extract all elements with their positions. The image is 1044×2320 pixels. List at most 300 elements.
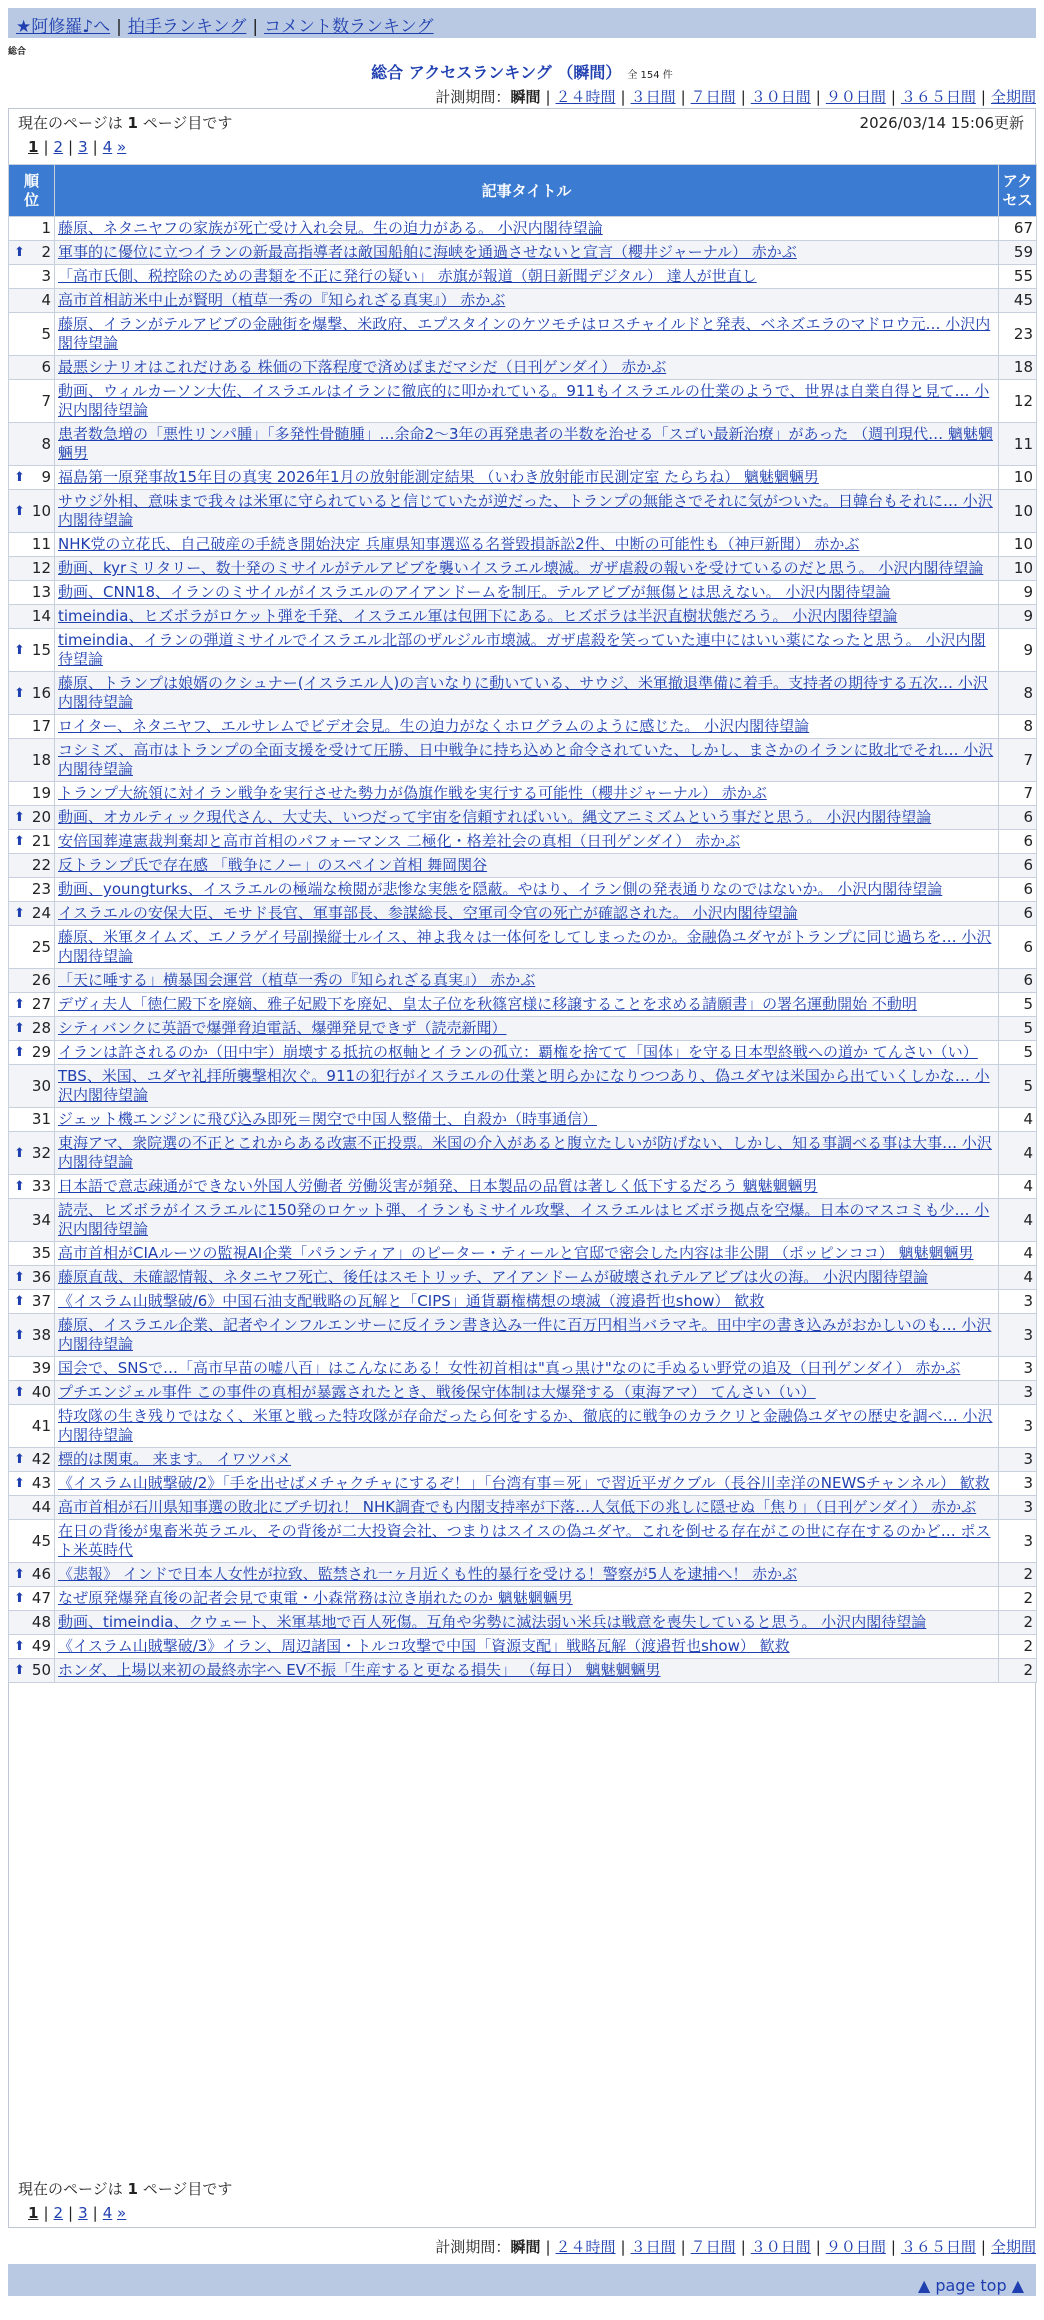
table-row (9, 313, 1037, 356)
title-cell (55, 217, 999, 241)
rank-number: 25 (31, 937, 51, 956)
article-title-link[interactable]: 藤原直哉、未確認情報、ネタニヤフ死亡、後任はスモトリッチ、アイアンドームが破壊されテルアビブは火の海。 小沢内閣待望論 (58, 1268, 928, 1286)
pager-separator: | (43, 138, 49, 156)
rank-number: 26 (31, 971, 51, 989)
title-cell (55, 878, 999, 902)
up-arrow-icon: ⬆ (14, 503, 25, 519)
access-count: 3 (999, 1357, 1037, 1381)
rank-cell (9, 1017, 55, 1041)
up-arrow-icon: ⬆ (14, 470, 25, 485)
pager-separator: | (43, 2204, 49, 2222)
rank-number: 21 (31, 832, 51, 850)
current-page-status-bottom (18, 2178, 232, 2199)
pager-next-link[interactable]: » (117, 138, 127, 156)
title-cell (55, 830, 999, 854)
current-page-prefix: 現在のページは (18, 2180, 123, 2198)
access-count: 8 (999, 715, 1037, 739)
category-label: 総合 (8, 47, 27, 57)
period-selector-top (435, 86, 1036, 107)
access-count: 4 (999, 1175, 1037, 1199)
up-arrow-icon: ⬆ (14, 245, 25, 260)
rank-number: 14 (31, 607, 51, 625)
access-count: 9 (999, 581, 1037, 605)
period-separator: | (815, 88, 821, 106)
title-cell (55, 629, 999, 672)
rank-number: 12 (31, 559, 51, 577)
rank-cell (9, 1472, 55, 1496)
article-title-link[interactable]: NHK党の立花氏、自己破産の手続き開始決定 兵庫県知事選巡る名誉毀損訴訟2件、中断の可能性も（神戸新聞） 赤かぶ (58, 535, 860, 553)
period-option-link[interactable]: ９０日間 (825, 88, 886, 106)
article-title-link[interactable]: イスラエルの安保大臣、モサド長官、軍事部長、参謀総長、空軍司令官の死亡が確認された。 小沢内閣待望論 (58, 904, 798, 922)
period-separator: | (980, 88, 986, 106)
rank-cell (9, 1659, 55, 1683)
article-title-link[interactable]: 《イスラム山賊撃破/3》イラン、周辺諸国・トルコ攻撃で中国「資源支配」戦略瓦解（渡邉哲也show） 歓救 (58, 1637, 790, 1655)
table-row (9, 1041, 1037, 1065)
nav-separator: | (252, 17, 259, 37)
pager-separator: | (92, 2204, 98, 2222)
table-row (9, 241, 1037, 265)
rank-number: 2 (41, 243, 51, 261)
title-cell (55, 1448, 999, 1472)
article-title-link[interactable]: トランプ大統領に対イラン戦争を実行させた勢力が偽旗作戦を実行する可能性（櫻井ジャーナル） 赤かぶ (58, 784, 767, 802)
pager-separator: | (68, 2204, 74, 2222)
article-title-link[interactable]: 東海アマ、衆院選の不正とこれからある改憲不正投票。米国の介入があると腹立たしいが防げない、しかし、知る事調べる事は大事… 小沢内閣待望論 (58, 1134, 992, 1171)
up-arrow-icon: ⬆ (14, 1639, 25, 1654)
period-option-link[interactable]: ３日間 (630, 2238, 676, 2256)
rank-number: 44 (31, 1498, 51, 1516)
rank-cell (9, 902, 55, 926)
title-cell (55, 715, 999, 739)
rank-cell (9, 739, 55, 782)
rank-cell (9, 1266, 55, 1290)
table-row (9, 1132, 1037, 1175)
table-row (9, 715, 1037, 739)
access-count: 3 (999, 1496, 1037, 1520)
article-title-link[interactable]: 反トランプ氏で存在感 「戦争にノー」のスペイン首相 舞岡関谷 (58, 856, 488, 874)
article-title-link[interactable]: デヴィ夫人「徳仁殿下を廃嫡、雅子妃殿下を廃妃、皇太子位を秋篠宮様に移譲することを求める請願書」の署名運動開始 不動明 (58, 995, 917, 1013)
article-title-link[interactable]: 動画、youngturks、イスラエルの極端な検閲が悲惨な実態を隠蔽。やはり、イラン側の発表通りなのではないか。 小沢内閣待望論 (58, 880, 943, 898)
current-page-prefix: 現在のページは (18, 114, 123, 132)
access-count: 5 (999, 1017, 1037, 1041)
title-cell (55, 1520, 999, 1563)
article-title-link[interactable]: ホンダ、上場以来初の最終赤字へ EV不振「生産すると更なる損失」 （毎日） 魑魅魍魎男 (58, 1661, 661, 1679)
period-separator: | (545, 88, 551, 106)
current-page-number: 1 (127, 114, 138, 132)
period-separator: | (620, 88, 626, 106)
table-row (9, 854, 1037, 878)
nav-link-comment-ranking[interactable]: コメント数ランキング (264, 17, 434, 37)
period-separator: | (890, 2238, 896, 2256)
article-title-link[interactable]: 最悪シナリオはこれだけある 株価の下落程度で済めばまだマシだ（日刊ゲンダイ） 赤かぶ (58, 358, 667, 376)
table-row (9, 217, 1037, 241)
table-row (9, 830, 1037, 854)
article-title-link[interactable]: 特攻隊の生き残りではなく、米軍と戦った特攻隊が存命だったら何をするか、徹底的に戦争のカラクリと金融偽ユダヤの歴史を調べ… 小沢内閣待望論 (58, 1407, 993, 1444)
title-cell (55, 1635, 999, 1659)
article-title-link[interactable]: 藤原、ネタニヤフの家族が死亡受け入れ会見。生の迫力がある。 小沢内閣待望論 (58, 219, 603, 237)
rank-cell (9, 380, 55, 423)
table-row (9, 1587, 1037, 1611)
access-count: 18 (999, 356, 1037, 380)
title-cell (55, 739, 999, 782)
article-title-link[interactable]: サウジ外相、意味まで我々は米軍に守られていると信じていたが逆だった、トランプの無能さでそれに気がついた。日韓台もそれに… 小沢内閣待望論 (58, 492, 993, 529)
access-count: 4 (999, 1199, 1037, 1242)
article-title-link[interactable]: timeindia、ヒズボラがロケット弾を千発、イスラエル軍は包囲下にある。ヒズボラは半沢直樹状態だろう。 小沢内閣待望論 (58, 607, 898, 625)
article-title-link[interactable]: 国会で、SNSで…「高市早苗の嘘八百」はこんなにある！女性初首相は"真っ黒け"なのに手ぬるい野党の追及（日刊ゲンダイ） 赤かぶ (58, 1359, 961, 1377)
rank-number: 34 (31, 1210, 51, 1229)
table-row (9, 1175, 1037, 1199)
rank-number: 23 (31, 880, 51, 898)
article-title-link[interactable]: 動画、kyrミリタリー、数十発のミサイルがテルアビブを襲いイスラエル壊滅。ガザ虐殺の報いを受けているのだと思う。 小沢内閣待望論 (58, 559, 984, 577)
article-title-link[interactable]: 《イスラム山賊撃破/6》中国石油支配戦略の瓦解と「CIPS」通貨覇権構想の壊滅（渡邉哲也show） 歓救 (58, 1292, 765, 1310)
rank-number: 30 (31, 1076, 51, 1095)
article-title-link[interactable]: ロイター、ネタニヤフ、エルサレムでビデオ会見。生の迫力がなくホログラムのように感じた。 小沢内閣待望論 (58, 717, 810, 735)
access-count: 2 (999, 1587, 1037, 1611)
period-option-link[interactable]: ２４時間 (555, 2238, 616, 2256)
article-title-link[interactable]: timeindia、イランの弾道ミサイルでイスラエル北部のザルジル市壊滅。ガザ虐殺を笑っていた連中にはいい薬になったと思う。 小沢内閣待望論 (58, 631, 986, 668)
period-separator: | (980, 2238, 986, 2256)
article-title-link[interactable]: 在日の背後が鬼畜米英ラエル、その背後が二大投資会社、つまりはスイスの偽ユダヤ。これを倒せる存在がこの世に存在するのかど… ポスト米英時代 (58, 1522, 991, 1559)
access-count: 3 (999, 1290, 1037, 1314)
access-count: 2 (999, 1611, 1037, 1635)
title-cell (55, 1132, 999, 1175)
rank-number: 35 (31, 1244, 51, 1262)
rank-cell (9, 581, 55, 605)
title-cell (55, 1242, 999, 1266)
title-cell (55, 1017, 999, 1041)
page-top-link[interactable]: ▲ page top ▲ (917, 2276, 1024, 2295)
period-current: 瞬間 (510, 2238, 541, 2256)
title-cell (55, 1175, 999, 1199)
article-title-link[interactable]: 読売、ヒズボラがイスラエルに150発のロケット弾、イランもミサイル攻撃、イスラエルはヒズボラ拠点を空爆。日本のマスコミも少… 小沢内閣待望論 (58, 1201, 990, 1238)
period-separator: | (680, 2238, 686, 2256)
table-row (9, 739, 1037, 782)
rank-number: 31 (31, 1110, 51, 1128)
access-count: 3 (999, 1472, 1037, 1496)
table-row (9, 1381, 1037, 1405)
title-cell (55, 289, 999, 313)
access-count: 8 (999, 672, 1037, 715)
title-cell (55, 490, 999, 533)
access-count: 4 (999, 1132, 1037, 1175)
nav-link-asyura[interactable]: ★阿修羅♪へ (16, 17, 111, 37)
pager-page-link[interactable]: 3 (78, 138, 88, 156)
table-row (9, 289, 1037, 313)
title-cell (55, 1587, 999, 1611)
article-title-link[interactable]: 動画、オカルティック現代さん、大丈夫、いつだって宇宙を信頼すればいい。縄文アニミズムという事だと思う。 小沢内閣待望論 (58, 808, 932, 826)
pager-next-link[interactable]: » (117, 2204, 127, 2222)
article-title-link[interactable]: TBS、米国、ユダヤ礼拝所襲撃相次ぐ。911の犯行がイスラエルの仕業と明らかになりつつあり、偽ユダヤは米国から出ていくしかな… 小沢内閣待望論 (58, 1067, 990, 1104)
period-option-link[interactable]: ３０日間 (750, 88, 811, 106)
article-title-link[interactable]: 日本語で意志疎通ができない外国人労働者 労働災害が頻発、日本製品の品質は著しく低下するだろう 魑魅魍魎男 (58, 1177, 818, 1195)
access-count: 7 (999, 739, 1037, 782)
title-cell (55, 1065, 999, 1108)
article-title-link[interactable]: 福島第一原発事故15年目の真実 2026年1月の放射能測定結果 （いわき放射能市民測定室 たらちね） 魑魅魍魎男 (58, 468, 819, 486)
rank-cell (9, 1635, 55, 1659)
access-count: 12 (999, 380, 1037, 423)
table-row (9, 533, 1037, 557)
pager-page-link[interactable]: 4 (102, 138, 113, 156)
article-title-link[interactable]: 「天に唾する」横暴国会運営（植草一秀の『知られざる真実』） 赤かぶ (58, 971, 536, 989)
table-row (9, 581, 1037, 605)
table-row (9, 1357, 1037, 1381)
nav-link-applause-ranking[interactable]: 拍手ランキング (127, 17, 247, 37)
title-cell (55, 1496, 999, 1520)
period-option-link[interactable]: ７日間 (690, 2238, 736, 2256)
title-cell (55, 806, 999, 830)
article-title-link[interactable]: なぜ原発爆発直後の記者会見で東電・小森常務は泣き崩れたのか 魑魅魍魎男 (58, 1589, 573, 1607)
period-option-link[interactable]: ３０日間 (750, 2238, 811, 2256)
title-cell (55, 1472, 999, 1496)
rank-cell (9, 1357, 55, 1381)
rank-cell (9, 1405, 55, 1448)
rank-cell (9, 715, 55, 739)
rank-number: 39 (31, 1359, 51, 1377)
title-cell (55, 1290, 999, 1314)
rank-number: 9 (41, 468, 51, 486)
access-count: 67 (999, 217, 1037, 241)
rank-number: 1 (41, 219, 51, 237)
article-title-link[interactable]: 《悲報》 インドで日本人女性が拉致、監禁され一ヶ月近くも性的暴行を受ける！警察が5人を逮捕へ！ 赤かぶ (58, 1565, 798, 1583)
article-title-link[interactable]: 軍事的に優位に立つイランの新最高指導者は敵国船舶に海峡を通過させないと宣言（櫻井ジャーナル） 赤かぶ (58, 243, 797, 261)
rank-cell (9, 557, 55, 581)
item-count: 全 154 件 (627, 70, 673, 81)
period-option-link[interactable]: ３６５日間 (900, 2238, 976, 2256)
rank-number: 38 (31, 1325, 51, 1344)
table-row (9, 557, 1037, 581)
access-count: 2 (999, 1563, 1037, 1587)
article-title-link[interactable]: シティバンクに英語で爆弾脅迫電話、爆弾発見できず（読売新聞） (58, 1019, 507, 1037)
title-cell (55, 423, 999, 466)
rank-number: 5 (41, 324, 51, 343)
title-cell (55, 1381, 999, 1405)
table-row (9, 1065, 1037, 1108)
up-arrow-icon: ⬆ (14, 1045, 25, 1060)
period-option-link[interactable]: ９０日間 (825, 2238, 886, 2256)
rank-cell (9, 1496, 55, 1520)
pager-page-link[interactable]: 2 (53, 2204, 64, 2222)
period-selector-bottom (435, 2236, 1036, 2257)
period-option-link[interactable]: ７日間 (690, 88, 736, 106)
title-cell (55, 1357, 999, 1381)
period-separator: | (740, 2238, 746, 2256)
article-title-link[interactable]: 藤原、米軍タイムズ、エノラゲイ号副操縦士ルイス、神よ我々は一体何をしてしまったのか。金融偽ユダヤがトランプに同じ過ちを… 小沢内閣待望論 (58, 928, 992, 965)
title-cell (55, 1108, 999, 1132)
article-title-link[interactable]: 標的は関東。 来ます。 イワツバメ (58, 1450, 292, 1468)
ranking-table-body (9, 217, 1037, 1683)
pager-page-link[interactable]: 3 (78, 2204, 88, 2222)
up-arrow-icon: ⬆ (14, 1021, 25, 1036)
pager-page-link: 1 (28, 138, 39, 156)
rank-cell (9, 1611, 55, 1635)
top-nav-bar (8, 8, 1036, 38)
table-row (9, 423, 1037, 466)
rank-number: 6 (41, 358, 51, 376)
ranking-table (8, 164, 1037, 1683)
title-cell (55, 356, 999, 380)
article-title-link[interactable]: 高市首相訪米中止が賢明（植草一秀の『知られざる真実』） 赤かぶ (58, 291, 506, 309)
rank-cell (9, 878, 55, 902)
access-count: 10 (999, 490, 1037, 533)
rank-number: 46 (31, 1565, 51, 1583)
rank-cell (9, 1132, 55, 1175)
title-cell (55, 241, 999, 265)
rank-cell (9, 1520, 55, 1563)
table-row (9, 806, 1037, 830)
access-count: 10 (999, 533, 1037, 557)
table-row (9, 1108, 1037, 1132)
up-arrow-icon: ⬆ (14, 906, 25, 921)
up-arrow-icon: ⬆ (14, 1385, 25, 1400)
rank-number: 11 (31, 535, 51, 553)
article-title-link[interactable]: コシミズ、高市はトランプの全面支援を受けて圧勝、日中戦争に持ち込めと命令されていた、しかし、まさかのイランに敗北でそれ… 小沢内閣待望論 (58, 741, 994, 778)
article-title-link[interactable]: イランは許されるのか（田中宇）崩壊する抵抗の枢軸とイランの孤立：覇権を捨てて「国体」を守る日本型終戦への道か てんさい（い） (58, 1043, 978, 1061)
title-cell (55, 1266, 999, 1290)
pager-page-link[interactable]: 4 (102, 2204, 113, 2222)
nav-separator: | (116, 17, 122, 37)
table-row (9, 605, 1037, 629)
up-arrow-icon: ⬆ (14, 1476, 25, 1491)
article-title-link[interactable]: 動画、CNN18、イランのミサイルがイスラエルのアイアンドームを制圧。テルアビブが無傷とは思えない。 小沢内閣待望論 (58, 583, 891, 601)
period-option-link[interactable]: 全期間 (990, 88, 1036, 106)
rank-number: 41 (31, 1416, 51, 1435)
rank-number: 18 (31, 750, 51, 769)
up-arrow-icon: ⬆ (14, 1179, 25, 1194)
rank-cell (9, 1314, 55, 1357)
access-count: 7 (999, 782, 1037, 806)
table-row (9, 782, 1037, 806)
article-title-link[interactable]: 高市首相がCIAルーツの監視AI企業「パランティア」のピーター・ティールと官邸で密会した内容は非公開 （ポッピンココ） 魑魅魍魎男 (58, 1244, 974, 1262)
rank-number: 47 (31, 1589, 51, 1607)
access-count: 4 (999, 1266, 1037, 1290)
table-row (9, 490, 1037, 533)
table-row (9, 993, 1037, 1017)
table-row (9, 356, 1037, 380)
article-title-link[interactable]: 藤原、トランプは娘婿のクシュナー(イスラエル人)の言いなりに動いている、サウジ、米軍撤退準備に着手。支持者の期待する五次… 小沢内閣待望論 (58, 674, 988, 711)
rank-cell (9, 806, 55, 830)
up-arrow-icon: ⬆ (14, 642, 25, 658)
rank-number: 15 (31, 640, 51, 659)
period-option-link[interactable]: ３日間 (630, 88, 676, 106)
title-cell (55, 969, 999, 993)
access-count: 6 (999, 878, 1037, 902)
article-title-link[interactable]: 藤原、イスラエル企業、記者やインフルエンサーに反イラン書き込み一件に百万円相当バラマキ。田中宇の書き込みがおかしいのも… 小沢内閣待望論 (58, 1316, 992, 1353)
rank-cell (9, 1448, 55, 1472)
rank-cell (9, 265, 55, 289)
rank-number: 19 (31, 784, 51, 802)
table-row (9, 902, 1037, 926)
access-count: 6 (999, 854, 1037, 878)
pager-separator: | (68, 138, 74, 156)
rank-number: 4 (41, 291, 51, 309)
rank-cell (9, 605, 55, 629)
rank-number: 33 (31, 1177, 51, 1195)
title-cell (55, 672, 999, 715)
rank-number: 36 (31, 1268, 51, 1286)
table-row (9, 878, 1037, 902)
period-label: 計測期間： (435, 2238, 511, 2256)
access-count: 4 (999, 1242, 1037, 1266)
updated-timestamp: 2026/03/14 15:06更新 (859, 114, 1024, 132)
access-count: 6 (999, 806, 1037, 830)
rank-cell (9, 1065, 55, 1108)
access-count: 6 (999, 902, 1037, 926)
table-row (9, 1520, 1037, 1563)
rank-cell (9, 1563, 55, 1587)
access-count: 45 (999, 289, 1037, 313)
rank-cell (9, 423, 55, 466)
title-cell (55, 902, 999, 926)
period-separator: | (815, 2238, 821, 2256)
table-row (9, 265, 1037, 289)
access-count: 6 (999, 926, 1037, 969)
period-label: 計測期間： (435, 88, 511, 106)
access-count: 6 (999, 830, 1037, 854)
rank-number: 13 (31, 583, 51, 601)
access-count: 55 (999, 265, 1037, 289)
article-title-link[interactable]: 《イスラム山賊撃破/2》「手を出せばメチャクチャにするぞ！」「台湾有事＝死」で習近平ガクブル（長谷川幸洋のNEWSチャンネル） 歓救 (58, 1474, 990, 1492)
table-row (9, 1496, 1037, 1520)
period-option-link[interactable]: ３６５日間 (900, 88, 976, 106)
rank-number: 48 (31, 1613, 51, 1631)
access-count: 3 (999, 1405, 1037, 1448)
rank-number: 8 (41, 434, 51, 453)
rank-number: 16 (31, 683, 51, 702)
footer-bar (8, 2264, 1036, 2296)
table-row (9, 926, 1037, 969)
rank-number: 40 (31, 1383, 51, 1401)
table-row (9, 629, 1037, 672)
pager-page-link: 1 (28, 2204, 39, 2222)
rank-cell (9, 1175, 55, 1199)
title-cell (55, 926, 999, 969)
title-cell (55, 1611, 999, 1635)
article-title-link[interactable]: プチエンジェル事件 この事件の真相が暴露されたとき、戦後保守体制は大爆発する（東海アマ） てんさい（い） (58, 1383, 816, 1401)
rank-cell (9, 356, 55, 380)
article-title-link[interactable]: 安倍国葬違憲裁判棄却と高市首相のパフォーマンス 二極化・格差社会の真相（日刊ゲンダイ） 赤かぶ (58, 832, 741, 850)
access-count: 6 (999, 969, 1037, 993)
article-title-link[interactable]: 「高市氏側、税控除のための書類を不正に発行の疑い」 赤旗が報道（朝日新聞デジタル） 達人が世直し (58, 267, 757, 285)
rank-number: 3 (41, 267, 51, 285)
period-option-link[interactable]: ２４時間 (555, 88, 616, 106)
article-title-link[interactable]: 高市首相が石川県知事選の敗北にブチ切れ！ NHK調査でも内閣支持率が下落…人気低下の兆しに隠せぬ「焦り」（日刊ゲンダイ） 赤かぶ (58, 1498, 977, 1516)
up-arrow-icon: ⬆ (14, 1591, 25, 1606)
rank-number: 49 (31, 1637, 51, 1655)
article-title-link[interactable]: ジェット機エンジンに飛び込み即死＝関空で中国人整備士、自殺か（時事通信） (58, 1110, 597, 1128)
current-page-suffix: ページ目です (142, 2180, 233, 2198)
current-page-suffix: ページ目です (142, 114, 233, 132)
article-title-link[interactable]: 動画、timeindia、クウェート、米軍基地で百人死傷。互角や劣勢に滅法弱い米兵は戦意を喪失していると思う。 小沢内閣待望論 (58, 1613, 927, 1631)
title-cell (55, 782, 999, 806)
rank-cell (9, 289, 55, 313)
article-title-link[interactable]: 藤原、イランがテルアビブの金融街を爆撃、米政府、エプスタインのケツモチはロスチャイルドと発表、ベネズエラのマドロウ元… 小沢内閣待望論 (58, 315, 991, 352)
table-row (9, 1290, 1037, 1314)
title-cell (55, 380, 999, 423)
article-title-link[interactable]: 患者数急増の「悪性リンパ腫」「多発性骨髄腫」…余命2〜3年の再発患者の半数を治せる「スゴい最新治療」があった （週刊現代… 魑魅魍魎男 (58, 425, 993, 462)
rank-number: 42 (31, 1450, 51, 1468)
rank-cell (9, 217, 55, 241)
pager-page-link[interactable]: 2 (53, 138, 64, 156)
period-option-link[interactable]: 全期間 (990, 2238, 1036, 2256)
up-arrow-icon: ⬆ (14, 1294, 25, 1309)
table-row (9, 466, 1037, 490)
rank-cell (9, 241, 55, 265)
article-title-link[interactable]: 動画、ウィルカーソン大佐、イスラエルはイランに徹底的に叩かれている。911もイスラエルの仕業のようで、世界は自業自得と見て… 小沢内閣待望論 (58, 382, 990, 419)
access-count: 3 (999, 1314, 1037, 1357)
access-count: 5 (999, 1065, 1037, 1108)
period-separator: | (545, 2238, 551, 2256)
access-count: 3 (999, 1448, 1037, 1472)
col-header-rank: 順位 (9, 165, 55, 217)
